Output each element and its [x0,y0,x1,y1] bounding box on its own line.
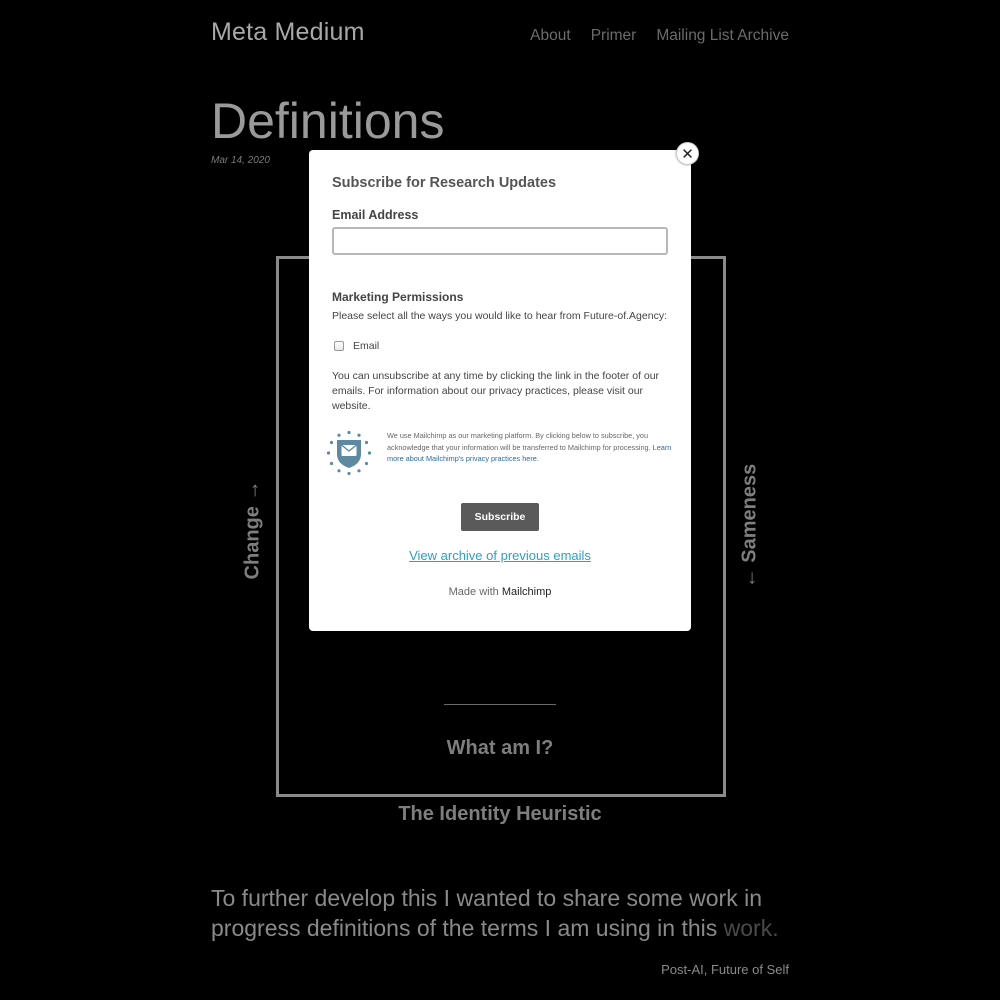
mailchimp-legal-notice [387,430,677,465]
side-caption: Post-AI, Future of Self [661,962,789,977]
email-permission-checkbox[interactable] [334,341,344,351]
nav-about[interactable]: About [530,27,571,44]
body-paragraph [211,883,791,943]
made-with-text: Made with [448,586,499,598]
post-title: Definitions [211,93,445,149]
email-permission-label[interactable]: Email [353,340,380,352]
nav-primer[interactable]: Primer [590,27,637,44]
email-permission-row[interactable] [334,340,379,352]
sameness-axis-label: ← Sameness [738,463,761,589]
close-icon[interactable]: ✕ [681,145,694,163]
change-axis-label: Change → [241,480,264,580]
marketing-permissions-heading: Marketing Permissions [332,290,464,304]
site-title[interactable]: Meta Medium [211,18,365,46]
top-nav [530,27,789,45]
mailchimp-privacy-link[interactable]: Learn more about Mailchimp's privacy practices here. [387,442,672,463]
modal-heading: Subscribe for Research Updates [332,175,557,191]
email-input[interactable] [332,227,668,255]
body-text-main: To further develop this I wanted to share some work in progress definitions of the terms I am using in this [211,885,763,941]
subscribe-modal [309,150,691,631]
body-text-faded: work. [723,915,779,941]
email-label: Email Address [332,208,419,222]
mailchimp-shield-icon [325,429,373,477]
close-modal-button[interactable] [676,142,699,165]
legal-text: We use Mailchimp as our marketing platform. By clicking below to subscribe, you acknowledge that your information will be transferred to Mailchimp for processing. [387,431,651,452]
view-archive-link[interactable]: View archive of previous emails [409,548,591,563]
diagram-divider [444,704,556,705]
nav-mailing-list-archive[interactable]: Mailing List Archive [656,27,789,44]
post-date: Mar 14, 2020 [211,155,270,166]
unsubscribe-text: You can unsubscribe at any time by clicking the link in the footer of our emails. For information about our privacy practices, please visit our website. [332,370,660,412]
mailchimp-brand-link[interactable]: Mailchimp [501,586,552,598]
what-am-i-label: What am I? [446,737,554,759]
made-with-mailchimp [309,586,691,598]
marketing-permissions-text: Please select all the ways you would like to hear from Future-of.Agency: [332,310,667,322]
subscribe-button[interactable]: Subscribe [461,503,539,531]
diagram-caption: The Identity Heuristic [398,803,602,825]
